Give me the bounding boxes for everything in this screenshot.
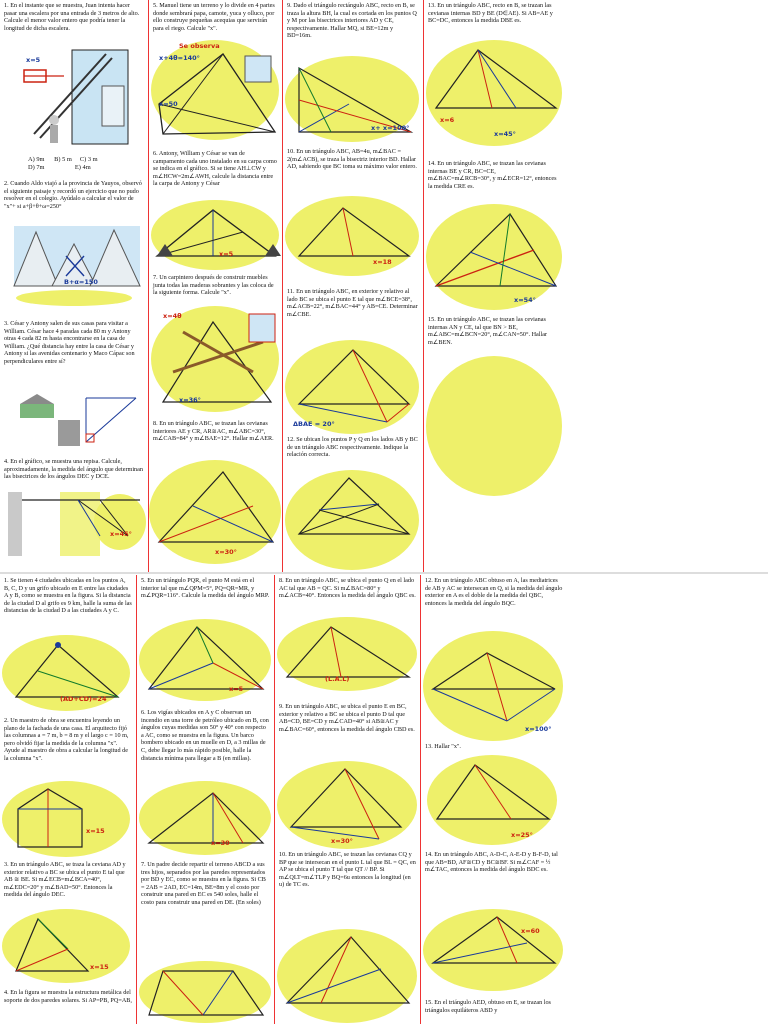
- problem-13: 13. Hallar "x".: [425, 743, 461, 750]
- triangle-8-figure: [153, 466, 279, 556]
- problem-4: 4. En el gráfico, se muestra una repisa. Calcule, aproximadamente, la medida del ángulo que determinan las bisectrices de los ángulos DEC y DCE.: [4, 458, 143, 481]
- problem-1: 1. En el instante que se muestra, Juan intenta hacer pasar una escalera por una entrada de 3 metros de alto. Calcule el menor valor entero que podría tener la longitud de dicha escalera.: [4, 2, 140, 32]
- triangle-11-figure: [289, 344, 417, 430]
- problem-2: 2. Cuando Aldo viajó a la provincia de Yauyos, observó el siguiente paisaje y recordó un ejercicio que no pudo resolver en el colegio. Ayúdalo a calcular el valor de "x"+ si a+β+θ+ω=250°: [4, 180, 142, 210]
- land-figure: [143, 965, 269, 1021]
- column-4: 12. En un triángulo ABC obtuso en A, las mediatrices de AB y AC se intersecan en Q, si la medida del ángulo exterior en A es el doble de la medida del QBC, entonces la medida del ángulo BQC. x=100° 13. Hallar "x". x=25° 14. En un triángulo ABC, A-D-C, A-E-D y B-F-D, tal que AB=BD, AF≅CD y BC≅BF. Si m∠CAF = ½ m∠TAC, entonces la medida del ángulo BDC es. x=60 15. En el triángulo AED, obtuso en E, se trazan los triángulos equiláteros ABD y: [425, 577, 563, 1014]
- problem-12: 12. Se ubican los puntos P y Q en los lados AB y BC de un triángulo ABC respectivamente. Indique la relación correcta.: [287, 436, 418, 459]
- problem-3: 3. En un triángulo ABC, se traza la ceviana AD y exterior relativo a BC se ubica el punto E tal que AB ≅ BE. Si m∠ECB=m∠BCA=40°, m∠EDC=20° y m∠BAD=50°. Entonces la medida del ángulo DEC.: [4, 861, 126, 899]
- problem-10: 10. En un triángulo ABC, AB=4u, m∠BAC = 2(m∠ACB), se traza la bisectriz interior BD. Hallar AD, sabiendo que BC toma su máximo valor entero.: [287, 148, 417, 171]
- problem-5: 5. Manuel tiene un terreno y lo divide en 4 partes donde sembrará papa, camote, yuca y olluco, por ello construye pequeñas acequias que servirán para el riego. Calcule "x".: [153, 2, 275, 32]
- problem-9: 9. En un triángulo ABC, se ubica el punto E en BC, exterior y relativo a BC se ubica el punto D tal que AB=CD, BE=CD y m∠CAD=40° si AB≅AC y m∠BAC=60°, entonces la medida del ángulo CBD es.: [279, 703, 415, 733]
- column-2: 5. Manuel tiene un terreno y lo divide en 4 partes donde sembrará papa, camote, yuca y olluco, por ello construye pequeñas acequias que servirán para el riego. Calcule "x". Se observa x+4θ=140° x=50 6. Antony, William y César se van de campamento cada uno instalado en su carpa como se indica en el gráfico. Si se tiene AH⊥CW y m∠HCW=2m∠AWH, calcule la distancia entre la carpa de Antony y César x=5 7. Un carpintero después de construir muebles junta todas las maderas sobrantes y las coloca de la siguiente forma. Calcule "x". x=4θ x=36° 8. En un triángulo ABC, se trazan las cevianas interiores AE y CR, AR≅AC, m∠ABC=30°, m∠CAB=84° y m∠BAE=12°. Hallar m∠AER. x=30°: [149, 0, 282, 572]
- problem-6: 6. Los vigías ubicados en A y C observan un incendio en una torre de petróleo ubicado en B, con ángulos cuyas medidas son 50° y 40° con respecto a AC, como se muestra en la figura. Un barco bombero ubicado en un muelle en D, a 3 millas de C, debe llegar lo más rápido posible, halle la distancia mínima para llegar a B (en millas).: [141, 709, 269, 762]
- mountains-figure: [14, 226, 140, 306]
- tents-figure: [153, 204, 279, 268]
- triangle-pqr-figure: [143, 623, 269, 697]
- tower-figure: [143, 785, 269, 851]
- problem-13: 13. En un triángulo ABC, recto en B, se trazan las cevianas internas BD y BE (D∈AE). Si AB=AE y BC=DC, entonces la medida DBE es.: [428, 2, 553, 25]
- triangle-b12-figure: [427, 637, 561, 723]
- triangle-12-figure: [289, 474, 417, 544]
- page-separator: [0, 572, 768, 574]
- triangle-b10-figure: [281, 933, 415, 1013]
- problem-5: 5. En un triángulo PQR, el punto M está en el interior tal que m∠QPM=5°, PQ=QR=MR, y m∠PQR=116°. Calcule la medida del ángulo MRP.: [141, 577, 270, 600]
- problem-7: 7. Un padre decide repartir el terreno ABCD a sus tres hijos, separados por las paredes representados por BD y EC, como se muestra en la figura. Si CB = 2AB = 2AD, EC=14m, BE=8m y el costo por construir una pared en EC es 540 soles, halle el costo para construir una pared en DE. (En soles): [141, 861, 266, 906]
- shelf-figure: [8, 492, 144, 556]
- problem-8: 8. En un triángulo ABC, se trazan las cevianas interiores AE y CR, AR≅AC, m∠ABC=30°, m∠CAB=84° y m∠BAE=12°. Hallar m∠AER.: [153, 420, 274, 443]
- bottom-worksheet-page: [0, 575, 768, 1024]
- problem-6: 6. Antony, William y César se van de campamento cada uno instalado en su carpa como se indica en el gráfico. Si se tiene AH⊥CW y m∠HCW=2m∠AWH, calcule la distancia entre la carpa de Antony y César: [153, 150, 277, 188]
- houses-figure: [16, 390, 142, 452]
- problem-9: 9. Dado el triángulo rectángulo ABC, recto en B, se traza la altura BH, la cual es cortada en los puntos Q y M por las bisectrices interiores AD y CE, respectivamente. Hallar MQ, si BE=12m y BD=16m.: [287, 2, 417, 40]
- column-2: 5. En un triángulo PQR, el punto M está en el interior tal que m∠QPM=5°, PQ=QR=MR, y m∠PQR=116°. Calcule la medida del ángulo MRP. x=5 6. Los vigías ubicados en A y C observan un incendio en una torre de petróleo ubicado en B, con ángulos cuyas medidas son 50° y 40° con respecto a AC, como se muestra en la figura. Un barco bombero ubicado en un muelle en D, a 3 millas de C, debe llegar lo más rápido posible, halle la distancia mínima para llegar a B (en millas). x=30 7. Un padre decide repartir el terreno ABCD a sus tres hijos, separados por las paredes representados por BD y EC, como se muestra en la figura. Si CB = 2AB = 2AD, EC=14m, BE=8m y el costo por construir una pared en EC es 540 soles, halle el costo para construir una pared en DE. (En soles): [137, 575, 274, 1024]
- triangle-10-figure: [289, 200, 417, 272]
- problem-1: 1. Se tienen 4 ciudades ubicadas en los puntos A, B, C, D y un grifo ubicado en E entre las ciudades A y B, como se muestra en la figura. Si la distancia de la ciudad D al grifo es 9 km, halle la suma de las distancias de la ciudad D a las ciudades A y C.: [4, 577, 132, 615]
- triangle-13-figure: [430, 46, 560, 116]
- answer-options: A) 9m B) 5 m C) 3 m D) 7m E) 4m: [28, 156, 98, 171]
- triangle-b9-figure: [281, 765, 415, 845]
- column-1: 1. Se tienen 4 ciudades ubicadas en los puntos A, B, C, D y un grifo ubicado en E entre las ciudades A y B, como se muestra en la figura. Si la distancia de la ciudad D al grifo es 9 km, halle la suma de las distancias de la ciudad D a las ciudades A y C. (AD+CD)=24 2. Un maestro de obra se encuentra leyendo un plano de la fachada de una casa. El arquitecto fijó las columnas a = 7 m, b = 8 m y el largo c = 10 m, pero olvidó fijar la medida de la columna "x". Ayude al maestro de obra a calcular la longitud de la columna "x". x=15 3. En un triángulo ABC, se traza la ceviana AD y exterior relativo a BC se ubica el punto E tal que AB ≅ BE. Si m∠ECB=m∠BCA=40°, m∠EDC=20° y m∠BAD=50°. Entonces la medida del ángulo DEC. x=15 4. En la figura se muestra la estructura metálica del soporte de dos paredes solares. Si AP=PB, PQ=AB,: [4, 577, 132, 1004]
- triangle-14-figure: [430, 210, 560, 294]
- problem-7: 7. Un carpintero después de construir muebles junta todas las maderas sobrantes y las coloca de la siguiente forma. Calcule "x".: [153, 274, 274, 297]
- problem-11: 11. En un triángulo ABC, en exterior y relativo al lado BC se ubica el punto E tal que m∠BCE=38°, m∠ACB=22°, m∠BAC=44° y AB=CE. Determinar m∠CBE.: [287, 288, 418, 318]
- problem-10: 10. En un triángulo ABC, se trazan las cevianas CQ y BP que se intersecan en el punto L tal que BL = QC, en AP se ubica el punto T tal que QT // BP. Si m∠QLT=m∠TLP y BQ=6u entonces la longitud (en u) de TC es.: [279, 851, 416, 889]
- triangle-b13-figure: [431, 759, 555, 829]
- problem-14: 14. En un triángulo ABC, se trazan las cevianas internas BE y CR, BC=CE, m∠BAC=m∠RCB=30°, y m∠ECR=12°, entonces la medida CRE es.: [428, 160, 557, 190]
- column-4: 13. En un triángulo ABC, recto en B, se trazan las cevianas internas BD y BE (D∈AE). Si AB=AE y BC=DC, entonces la medida DBE es. x=6 x=45° 14. En un triángulo ABC, se trazan las cevianas internas BE y CR, BC=CE, m∠BAC=m∠RCB=30°, y m∠ECR=12°, entonces la medida CRE es. x=54° 15. En un triángulo ABC, se trazan las cevianas internas AN y CE, tal que BN > BE, m∠ABC=m∠BCN=20°, m∠CAN=50°. Hallar m∠BEN.: [424, 0, 564, 572]
- problem-4: 4. En la figura se muestra la estructura metálica del soporte de dos paredes solares. Si AP=PB, PQ=AB,: [4, 989, 132, 1004]
- triangle-b14-figure: [427, 913, 561, 973]
- problem-8: 8. En un triángulo ABC, se ubica el punto Q en el lado AC tal que AB = QC. Si m∠BAC=80° y m∠ACB=40°. Entonces la medida del ángulo QBC es.: [279, 577, 416, 600]
- highlight-blob: [426, 356, 562, 496]
- problem-15: 15. En un triángulo ABC, se trazan las cevianas internas AN y CE, tal que BN > BE, m∠ABC=m∠BCN=20°, m∠CAN=50°. Hallar m∠BEN.: [428, 316, 548, 346]
- column-1: 1. En el instante que se muestra, Juan intenta hacer pasar una escalera por una entrada de 3 metros de alto. Calcule el menor valor entero que podría tener la longitud de dicha escalera. x=5 A) 9m B) 5 m C) 3 m D) 7m E) 4m 2. Cuando Aldo viajó a la provincia de Yauyos, observó el siguiente paisaje y recordó un ejercicio que no pudo resolver en el colegio. Ayúdalo a calcular el valor de "x"+ si a+β+θ+ω=250° B+α=150 3. César y Antony salen de sus casas para visitar a William. César hace 4 paradas cada 80 m y Antony otras 4 cada 82 m hasta encontrarse en la casa de William. ¿Qué distancia hay entre la casa de César y Antony si las avenidas centenario y Maco Cápac son perpendiculares entre sí? 4. En el gráfico, se muestra una repisa. Calcule, aproximadamente, la medida del ángulo que determinan las bisectrices de los ángulos DEC y DCE. x=45°: [0, 0, 148, 572]
- problem-12: 12. En un triángulo ABC obtuso en A, las mediatrices de AB y AC se intersecan en Q, si la medida del ángulo exterior en A es el doble de la medida del QBC, entonces la medida del ángulo BQC.: [425, 577, 563, 607]
- problem-2: 2. Un maestro de obra se encuentra leyendo un plano de la fachada de una casa. El arquitecto fijó las columnas a = 7 m, b = 8 m y el largo c = 10 m, pero olvidó fijar la medida de la columna "x". Ayude al maestro de obra a calcular la longitud de la columna "x".: [4, 717, 129, 762]
- column-3: 8. En un triángulo ABC, se ubica el punto Q en el lado AC tal que AB = QC. Si m∠BAC=80° y m∠ACB=40°. Entonces la medida del ángulo QBC es. (L.A.L) 9. En un triángulo ABC, se ubica el punto E en BC, exterior y relativo a BC se ubica el punto D tal que AB=CD, BE=CD y m∠CAD=40° si AB≅AC y m∠BAC=60°, entonces la medida del ángulo CBD es. x=30° 10. En un triángulo ABC, se trazan las cevianas CQ y BP que se intersecan en el punto L tal que BL = QC, en AP se ubica el punto T tal que QT // BP. Si m∠QLT=m∠TLP y BQ=6u entonces la longitud (en u) de TC es.: [275, 575, 420, 1024]
- column-3: 9. Dado el triángulo rectángulo ABC, recto en B, se traza la altura BH, la cual es cortada en los puntos Q y M por las bisectrices interiores AD y CE, respectivamente. Hallar MQ, si BE=12m y BD=16m. x+ x=100° 10. En un triángulo ABC, AB=4u, m∠BAC = 2(m∠ACB), se traza la bisectriz interior BD. Hallar AD, sabiendo que BC toma su máximo valor entero. x=18 11. En un triángulo ABC, en exterior y relativo al lado BC se ubica el punto E tal que m∠BCE=38°, m∠ACB=22°, m∠BAC=44° y AB=CE. Determinar m∠CBE. ΔBAE = 20° 12. Se ubican los puntos P y Q en los lados AB y BC de un triángulo ABC respectivamente. Indique la relación correcta.: [283, 0, 423, 572]
- wood-figure: [153, 312, 279, 408]
- house-plan-figure: [8, 785, 126, 855]
- problem-14: 14. En un triángulo ABC, A-D-C, A-E-D y B-F-D, tal que AB=BD, AF≅CD y BC≅BF. Si m∠CAF = ½ m∠TAC, entonces la medida del ángulo BDC es.: [425, 851, 558, 874]
- problem-15: 15. En el triángulo AED, obtuso en E, se trazan los triángulos equiláteros ABD y: [425, 999, 551, 1014]
- problem-3: 3. César y Antony salen de sus casas para visitar a William. César hace 4 paradas cada 80 m y Antony otras 4 cada 82 m hasta encontrarse en la casa de William. ¿Qué distancia hay entre la casa de César y Antony si las avenidas centenario y Maco Cápac son perpendiculares entre sí?: [4, 320, 135, 365]
